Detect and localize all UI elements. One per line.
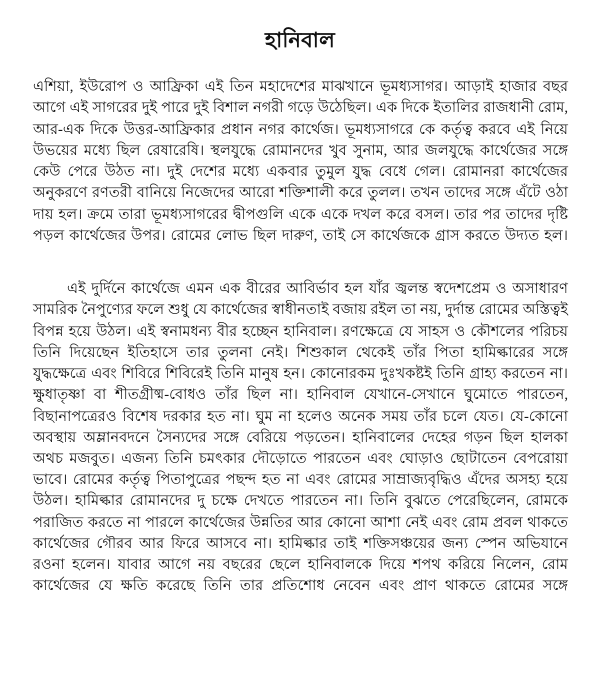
paragraph-1: এশিয়া, ইউরোপ ও আফ্রিকা এই তিন মহাদেশের মাঝখানে ভূমধ্যসাগর। আড়াই হাজার বছর আগে এই সাগরের দুই পারে দুই বিশাল নগরী গড়ে উঠেছিল। এক দিকে ইতালির রাজধানী রোম, আর-এক দিকে উত্তর-আফ্রিকার প্রধান নগর কার্থেজ। ভূমধ্যসাগরে কে কর্তৃত্ব করবে এই নিয়ে উভয়ের মধ্যে ছিল রেষারেষি। স্থলযুদ্ধে রোমানদের খুব সুনাম, আর জলযুদ্ধে কার্থেজের সঙ্গে কেউ পেরে উঠত না। দুই দেশের মধ্যে একবার তুমুল যুদ্ধ বেধে গেল। রোমানরা কার্থেজের অনুকরণে রণতরী বানিয়ে নিজেদের আরো শক্তিশালী করে তুলল। তখন তাদের সঙ্গে এঁটে ওঠা দায় হল। ক্রমে তারা ভূমধ্যসাগরের দ্বীপগুলি একে একে দখল করে বসল। তার পর তাদের দৃষ্টি পড়ল কার্থেজের উপর। রোমের লোভ ছিল দারুণ, তাই সে কার্থেজকে গ্রাস করতে উদ্যত হল।	[33, 79, 568, 244]
document-body	[0, 77, 600, 618]
page-title: হানিবাল	[265, 28, 335, 52]
paragraph-2: এই দুর্দিনে কার্থেজে এমন এক বীরের আবির্ভাব হল যাঁর জ্বলন্ত স্বদেশপ্রেম ও অসাধারণ সামরিক নৈপুণ্যের ফলে শুধু যে কার্থেজের স্বাধীনতাই বজায় রইল তা নয়, দুর্দান্ত রোমের অস্তিত্বই বিপন্ন হয়ে উঠল। এই স্বনামধন্য বীর হচ্ছেন হানিবাল। রণক্ষেত্রে যে সাহস ও কৌশলের পরিচয় তিনি দিয়েছেন ইতিহাসে তার তুলনা নেই। শিশুকাল থেকেই তাঁর পিতা হামিল্কারের সঙ্গে যুদ্ধক্ষেত্রে এবং শিবিরে শিবিরেই তিনি মানুষ হন। কোনোরকম দুঃখকষ্টই তিনি গ্রাহ্য করতেন না। ক্ষুধাতৃষ্ণা বা শীতগ্রীষ্ম-বোধও তাঁর ছিল না। হানিবাল যেখানে-সেখানে ঘুমোতে পারতেন, বিছানাপত্রেরও বিশেষ দরকার হত না। ঘুম না হলেও অনেক সময় তাঁর চলে যেত। যে-কোনো অবস্থায় অম্লানবদনে সৈন্যদের সঙ্গে বেরিয়ে পড়তেন। হানিবালের দেহের গড়ন ছিল হালকা অথচ মজবুত। এজন্য তিনি চমৎকার দৌড়োতে পারতেন এবং ঘোড়াও ছোটাতেন বেপরোয়া ভাবে। রোমের কর্তৃত্ব পিতাপুত্রের পছন্দ হত না এবং রোমের সাম্রাজ্যবৃদ্ধিও এঁদের অসহ্য হয়ে উঠল। হামিল্কার রোমানদের দু চক্ষে দেখতে পারতেন না। তিনি বুঝতে পেরেছিলেন, রোমকে পরাজিত করতে না পারলে কার্থেজের উন্নতির আর কোনো আশা নেই এবং রোম প্রবল থাকতে কার্থেজের গৌরব আর ফিরে আসবে না। হামিল্কার তাই শক্তিসঞ্চয়ের জন্য স্পেন অভিযানে রওনা হলেন। যাবার আগে নয় বছরের ছেলে হানিবালকে দিয়ে শপথ করিয়ে নিলেন, রোম কার্থেজের যে ক্ষতি করেছে তিনি তার প্রতিশোধ নেবেন এবং প্রাণ থাকতে রোমের সঙ্গে	[33, 281, 568, 595]
